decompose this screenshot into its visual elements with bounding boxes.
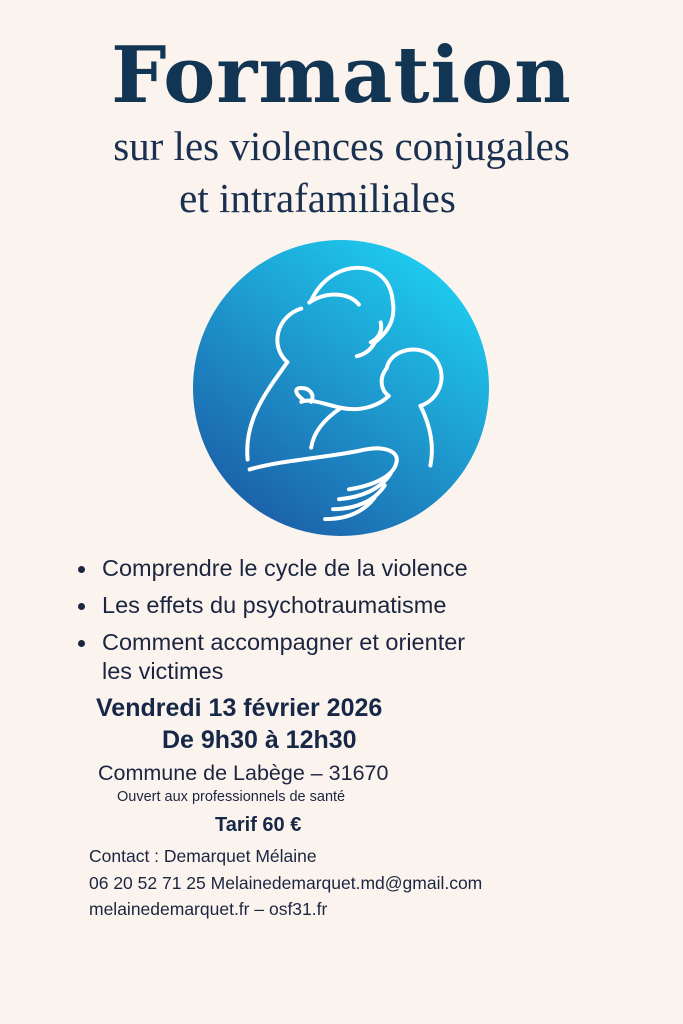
bullet-dot [78, 640, 85, 647]
contact-websites: melainedemarquet.fr – osf31.fr [89, 899, 328, 919]
bullet-dot [78, 566, 85, 573]
event-time: De 9h30 à 12h30 [162, 726, 357, 754]
mother-and-child-icon [192, 239, 490, 537]
list-item-text: Comment accompagner et orienter [102, 629, 466, 655]
list-item [76, 628, 636, 686]
list-item-text: Comprendre le cycle de la violence [102, 555, 468, 581]
list-item [76, 554, 636, 583]
event-place: Commune de Labège – 31670 [98, 761, 389, 785]
list-item [76, 591, 636, 620]
subtitle-line-1: sur les violences conjugales [113, 123, 570, 169]
bullet-dot [78, 603, 85, 610]
event-price: Tarif 60 € [215, 814, 302, 836]
event-date: Vendredi 13 février 2026 [96, 694, 383, 722]
subtitle-line-2: et intrafamiliales [179, 175, 456, 221]
topics-list [76, 554, 636, 686]
list-item-text: Les effets du psychotraumatisme [102, 592, 447, 618]
contact-name: Contact : Demarquet Mélaine [89, 846, 317, 866]
page-title: Formation [111, 30, 572, 121]
list-item-text-continued: les victimes [102, 658, 224, 684]
event-audience: Ouvert aux professionnels de santé [117, 789, 346, 805]
contact-phone-email: 06 20 52 71 25 Melainedemarquet.md@gmail.com [89, 873, 483, 893]
